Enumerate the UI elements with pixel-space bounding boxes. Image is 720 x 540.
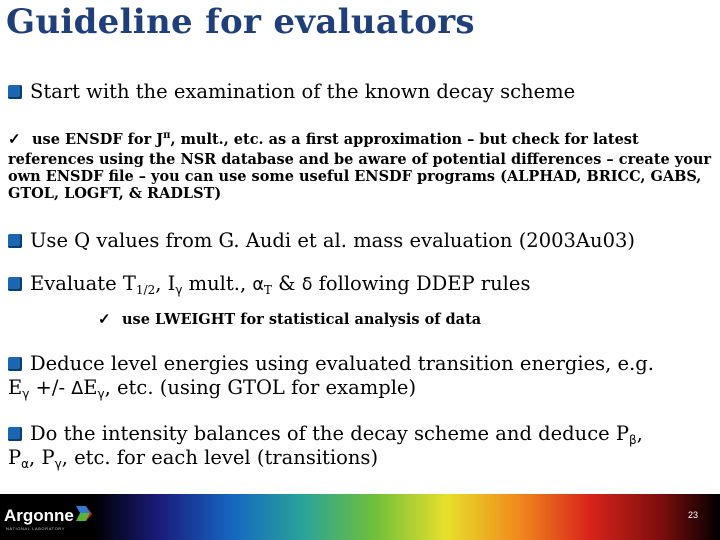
bullet-5-sep: , P — [29, 446, 55, 469]
bullet-3-text-e: following DDEP rules — [312, 272, 531, 295]
plus-minus: +/- — [29, 376, 72, 399]
alpha-subscript: α — [21, 457, 30, 471]
sub-3-text: use LWEIGHT for statistical analysis of data — [122, 311, 482, 328]
bullet-4-line-1: Deduce level energies using evaluated transition energies, e.g. — [30, 352, 654, 375]
bullet-5-line-1: Do the intensity balances of the decay scheme and deduce P — [30, 422, 629, 445]
argonne-logo-icon — [4, 504, 96, 534]
bullet-item-4 — [8, 352, 714, 401]
page-number: 23 — [687, 510, 698, 520]
page-title: Guideline for evaluators — [6, 2, 475, 42]
gamma-subscript: γ — [54, 457, 62, 471]
delta-symbol: δ — [301, 275, 313, 295]
bullet-2-text: Use Q values from G. Audi et al. mass evaluation (2003Au03) — [30, 229, 635, 252]
square-bullet-icon — [8, 427, 22, 441]
bullet-item-5 — [8, 422, 714, 470]
half-life-subscript: 1/2 — [135, 283, 156, 297]
bullet-3-text-c: mult., — [182, 272, 253, 295]
bullet-4-rest: , etc. (using GTOL for example) — [104, 376, 417, 399]
gamma-subscript: γ — [22, 387, 30, 401]
sub-item-1 — [8, 127, 714, 148]
bullet-3-text-d: & — [271, 272, 302, 295]
bullet-item-3 — [8, 272, 714, 297]
bullet-5-rest: , etc. for each level (transitions) — [61, 446, 379, 469]
sub-item-3 — [98, 311, 698, 328]
logo-subtext: NATIONAL LABORATORY — [6, 526, 65, 531]
beta-subscript: β — [628, 433, 637, 447]
square-bullet-icon — [8, 357, 22, 371]
sub-item-1-continued: references using the NSR database and be aware of potential differences – create your own ENSDF file – you can use some useful ENSDF programs (ALPHAD, BRICC, GABS, GTOL, LOGFT, & RADLST) — [8, 151, 712, 202]
alpha-symbol: α — [252, 275, 264, 295]
bullet-5-p: P — [8, 446, 22, 469]
bullet-4-e: E — [8, 376, 23, 399]
delta-symbol: Δ — [71, 379, 84, 399]
square-bullet-icon — [8, 85, 22, 99]
logo-text: Argonne — [4, 506, 74, 525]
checkmark-icon: ✓ — [8, 129, 21, 148]
comma: , — [636, 422, 643, 445]
gamma-subscript: γ — [97, 387, 105, 401]
logo-mark-icon — [72, 504, 94, 524]
square-bullet-icon — [8, 277, 22, 291]
pi-symbol: π — [163, 130, 171, 141]
bullet-item-2 — [8, 229, 714, 253]
sub-1-text-b: , mult., etc. as a first approximation – but check for latest — [170, 130, 639, 148]
bullet-3-text-a: Evaluate T — [30, 272, 136, 295]
checkmark-icon: ✓ — [98, 310, 111, 328]
bullet-item-1 — [8, 80, 714, 104]
square-bullet-icon — [8, 234, 22, 248]
footer-bar — [0, 494, 720, 540]
sub-1-text-a: use ENSDF for J — [32, 130, 164, 148]
t-subscript: T — [263, 283, 272, 297]
bullet-1-text: Start with the examination of the known decay scheme — [30, 80, 576, 103]
gamma-subscript: γ — [175, 283, 183, 297]
bullet-4-e2: E — [83, 376, 98, 399]
bullet-3-text-b: , I — [155, 272, 176, 295]
